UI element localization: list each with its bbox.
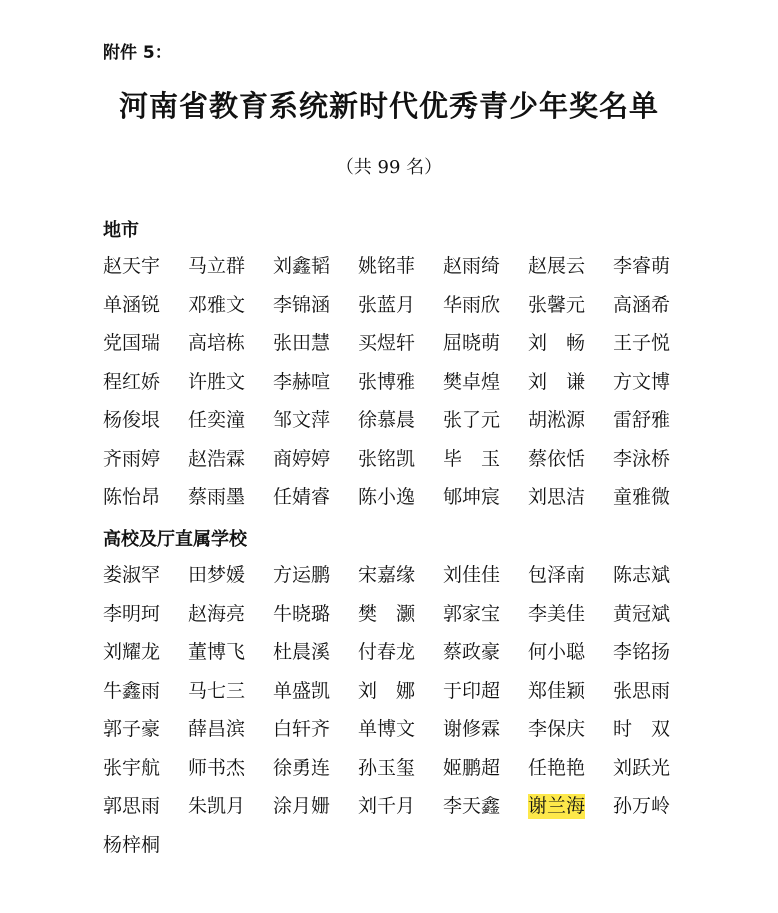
list-item: 赵海亮 (188, 602, 246, 625)
list-item: 邓雅文 (188, 293, 246, 316)
list-item: 田梦媛 (188, 564, 246, 586)
list-item: 马七三 (188, 679, 246, 702)
list-item: 樊卓煌 (443, 370, 501, 393)
list-item: 徐慕晨 (358, 409, 416, 431)
list-item: 张蓝月 (358, 293, 416, 316)
list-item: 刘 畅 (528, 332, 586, 354)
list-item: 郭家宝 (443, 602, 501, 625)
name-list-cities (103, 254, 698, 524)
list-item: 任奕潼 (188, 409, 246, 431)
list-item: 李泳桥 (613, 447, 671, 470)
list-item: 张了元 (443, 409, 501, 431)
list-item: 齐雨婷 (103, 447, 161, 470)
section-heading-universities: 高校及厅直属学校 (103, 529, 247, 550)
list-item: 郑佳颖 (528, 679, 586, 702)
highlighted-name: 谢兰海 (528, 795, 586, 817)
list-item: 时 双 (613, 718, 671, 740)
list-item: 于印超 (443, 679, 501, 702)
list-item: 樊 灏 (358, 602, 416, 625)
list-item: 王子悦 (613, 332, 671, 354)
list-item: 刘 谦 (528, 370, 586, 393)
list-item: 涂月姗 (273, 795, 331, 817)
list-item: 刘耀龙 (103, 641, 161, 663)
total-count: （共 99 名） (335, 157, 443, 178)
name-list-universities (103, 563, 698, 871)
list-item: 任艳艳 (528, 756, 586, 779)
list-item: 刘 娜 (358, 679, 416, 702)
list-item: 刘千月 (358, 795, 416, 817)
list-item: 刘思洁 (528, 486, 586, 508)
list-item: 张博雅 (358, 370, 416, 393)
list-item: 李铭扬 (613, 641, 671, 663)
list-item: 娄淑罕 (103, 564, 161, 586)
list-item: 朱凯月 (188, 795, 246, 817)
list-item: 牛鑫雨 (103, 679, 161, 702)
list-item: 单博文 (358, 718, 416, 740)
list-item: 商婷婷 (273, 447, 331, 470)
list-item: 陈志斌 (613, 564, 671, 586)
list-item: 陈小逸 (358, 486, 416, 508)
list-item: 任婧睿 (273, 486, 331, 508)
list-item: 单涵锐 (103, 293, 161, 316)
list-item: 华雨欣 (443, 293, 501, 316)
list-item: 高涵希 (613, 293, 671, 316)
list-item: 刘鑫韬 (273, 255, 331, 277)
list-item: 李明珂 (103, 602, 161, 625)
list-item: 党国瑞 (103, 332, 161, 354)
list-item: 高培栋 (188, 332, 246, 354)
list-item: 何小聪 (528, 641, 586, 663)
list-item: 刘跃光 (613, 756, 671, 779)
list-item: 赵浩霖 (188, 447, 246, 470)
list-item: 雷舒雅 (613, 409, 671, 431)
list-item: 李天鑫 (443, 795, 501, 817)
list-item: 师书杰 (188, 756, 246, 779)
list-item: 赵天宇 (103, 255, 161, 277)
list-item: 李锦涵 (273, 293, 331, 316)
list-item: 赵展云 (528, 255, 586, 277)
list-item: 买煜轩 (358, 332, 416, 354)
list-item: 张田慧 (273, 332, 331, 354)
list-item: 胡淞源 (528, 409, 586, 431)
section-heading-cities: 地市 (103, 220, 139, 241)
list-item: 郇坤宸 (443, 486, 501, 508)
list-item: 李睿萌 (613, 255, 671, 277)
list-item: 方文博 (613, 370, 671, 393)
list-item: 付春龙 (358, 641, 416, 663)
list-item: 陈怡昂 (103, 486, 161, 508)
list-item: 薛昌滨 (188, 718, 246, 740)
list-item: 赵雨绮 (443, 255, 501, 277)
list-item: 李保庆 (528, 718, 586, 740)
list-item: 杨俊垠 (103, 409, 161, 431)
list-item: 郭子豪 (103, 718, 161, 740)
list-item: 牛晓璐 (273, 602, 331, 625)
list-item: 单盛凯 (273, 679, 331, 702)
list-item: 谢修霖 (443, 718, 501, 740)
list-item: 刘佳佳 (443, 564, 501, 586)
list-item: 姬鹏超 (443, 756, 501, 779)
list-item: 蔡政豪 (443, 641, 501, 663)
list-item: 宋嘉缘 (358, 564, 416, 586)
list-item: 杜晨溪 (273, 641, 331, 663)
list-item: 张铭凯 (358, 447, 416, 470)
list-item: 黄冠斌 (613, 602, 671, 625)
list-item: 董博飞 (188, 641, 246, 663)
list-item: 徐勇连 (273, 756, 331, 779)
list-item: 毕 玉 (443, 447, 501, 470)
list-item: 孙玉玺 (358, 756, 416, 779)
list-item: 蔡雨墨 (188, 486, 246, 508)
list-item: 张思雨 (613, 679, 671, 702)
list-item: 白轩齐 (273, 718, 331, 740)
page-title: 河南省教育系统新时代优秀青少年奖名单 (118, 89, 659, 123)
list-item: 包泽南 (528, 564, 586, 586)
attachment-label: 附件 5： (103, 43, 172, 63)
list-item: 方运鹏 (273, 564, 331, 586)
list-item: 程红娇 (103, 370, 161, 393)
list-item: 李美佳 (528, 602, 586, 625)
list-item: 许胜文 (188, 370, 246, 393)
list-item: 邹文萍 (273, 409, 331, 431)
list-item: 张馨元 (528, 293, 586, 316)
list-item: 屈晓萌 (443, 332, 501, 354)
list-item: 童雅微 (613, 486, 671, 508)
list-item: 孙万岭 (613, 795, 671, 817)
list-item: 张宇航 (103, 756, 161, 779)
list-item: 姚铭菲 (358, 255, 416, 277)
list-item: 郭思雨 (103, 795, 161, 817)
list-item: 蔡依恬 (528, 447, 586, 470)
list-item: 李赫喧 (273, 370, 331, 393)
list-item: 杨梓桐 (103, 833, 161, 856)
list-item: 马立群 (188, 255, 246, 277)
